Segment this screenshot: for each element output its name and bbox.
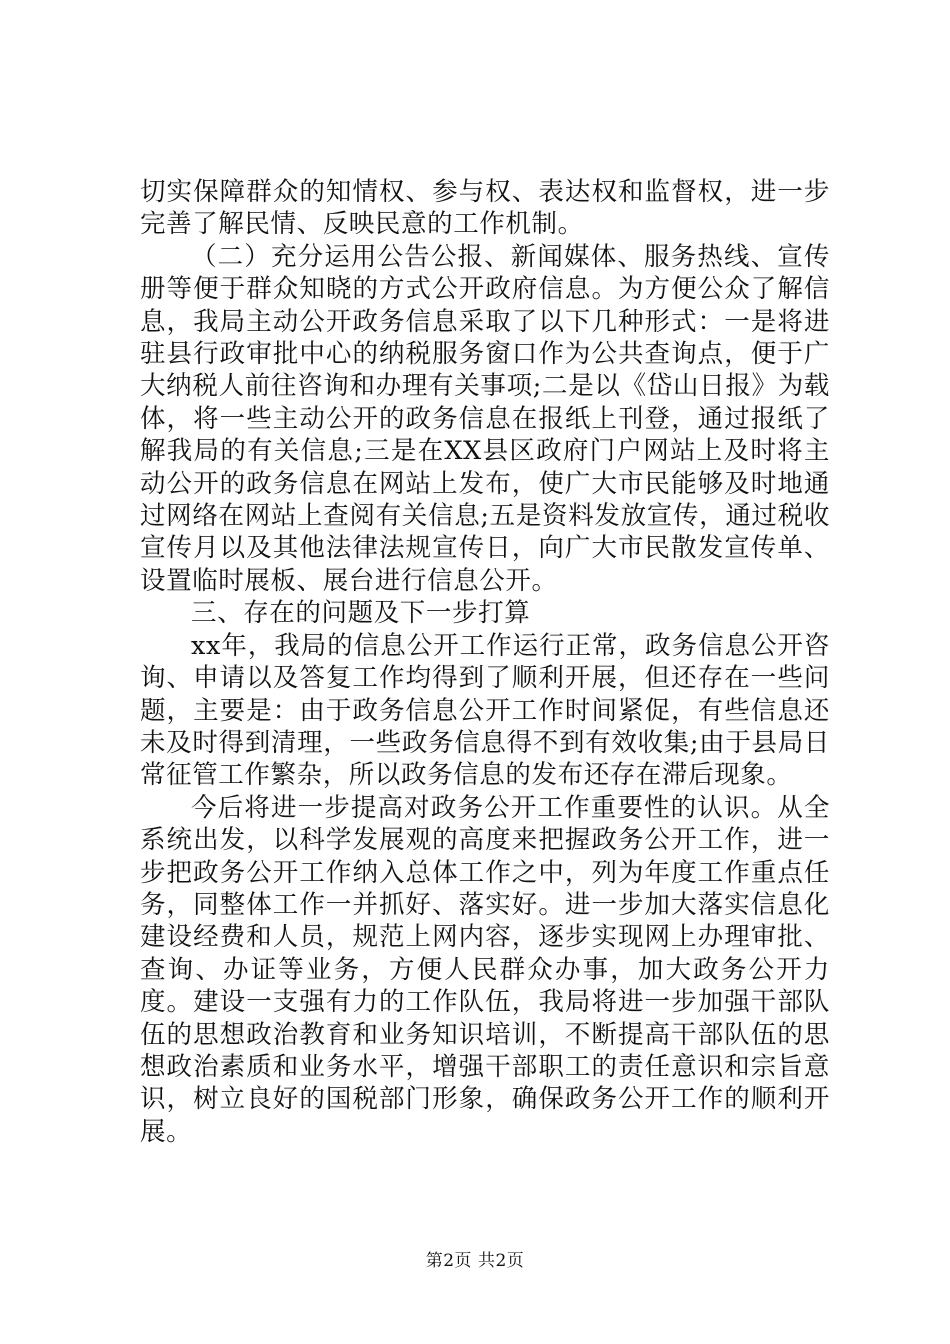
paragraph-disclosure-methods: （二）充分运用公告公报、新闻媒体、服务热线、宣传册等便于群众知晓的方式公开政府信息。为方便公众了解信息，我局主动公开政务信息采取了以下几种形式：一是将进驻县行政审批中心的纳税服务窗口作为公共查询点，便于广大纳税人前往咨询和办理有关事项;二是以《岱山日报》为载体，将一些主动公开的政务信息在报纸上刊登，通过报纸了解我局的有关信息;三是在XX县区政府门户网站上及时将主动公开的政务信息在网站上发布，使广大市民能够及时地通过网络在网站上查阅有关信息;五是资料发放宣传，通过税收宣传月以及其他法律法规宣传日，向广大市民散发宣传单、设置临时展板、展台进行信息公开。: [140, 241, 830, 596]
page-number-footer: 第2页 共2页: [425, 1251, 525, 1271]
document-body: [140, 176, 830, 1148]
paragraph-existing-problems: xx年，我局的信息公开工作运行正常，政务信息公开咨询、申请以及答复工作均得到了顺利开展，但还存在一些问题，主要是：由于政务信息公开工作时间紧促，有些信息还未及时得到清理，一些政务信息得不到有效收集;由于县局日常征管工作繁杂，所以政务信息的发布还存在滞后现象。: [140, 630, 830, 791]
paragraph-future-plans: 今后将进一步提高对政务公开工作重要性的认识。从全系统出发，以科学发展观的高度来把握政务公开工作，进一步把政务公开工作纳入总体工作之中，列为年度工作重点任务，同整体工作一并抓好、落实好。进一步加大落实信息化建设经费和人员，规范上网内容，逐步实现网上办理审批、查询、办证等业务，方便人民群众办事，加大政务公开力度。建设一支强有力的工作队伍，我局将进一步加强干部队伍的思想政治教育和业务知识培训，不断提高干部队伍的思想政治素质和业务水平，增强干部职工的责任意识和宗旨意识，树立良好的国税部门形象，确保政务公开工作的顺利开展。: [140, 792, 830, 1147]
section-heading-problems-and-plans: 三、存在的问题及下一步打算: [191, 598, 531, 629]
paragraph-rights-mechanism: 切实保障群众的知情权、参与权、表达权和监督权，进一步完善了解民情、反映民意的工作机制。: [140, 177, 830, 240]
